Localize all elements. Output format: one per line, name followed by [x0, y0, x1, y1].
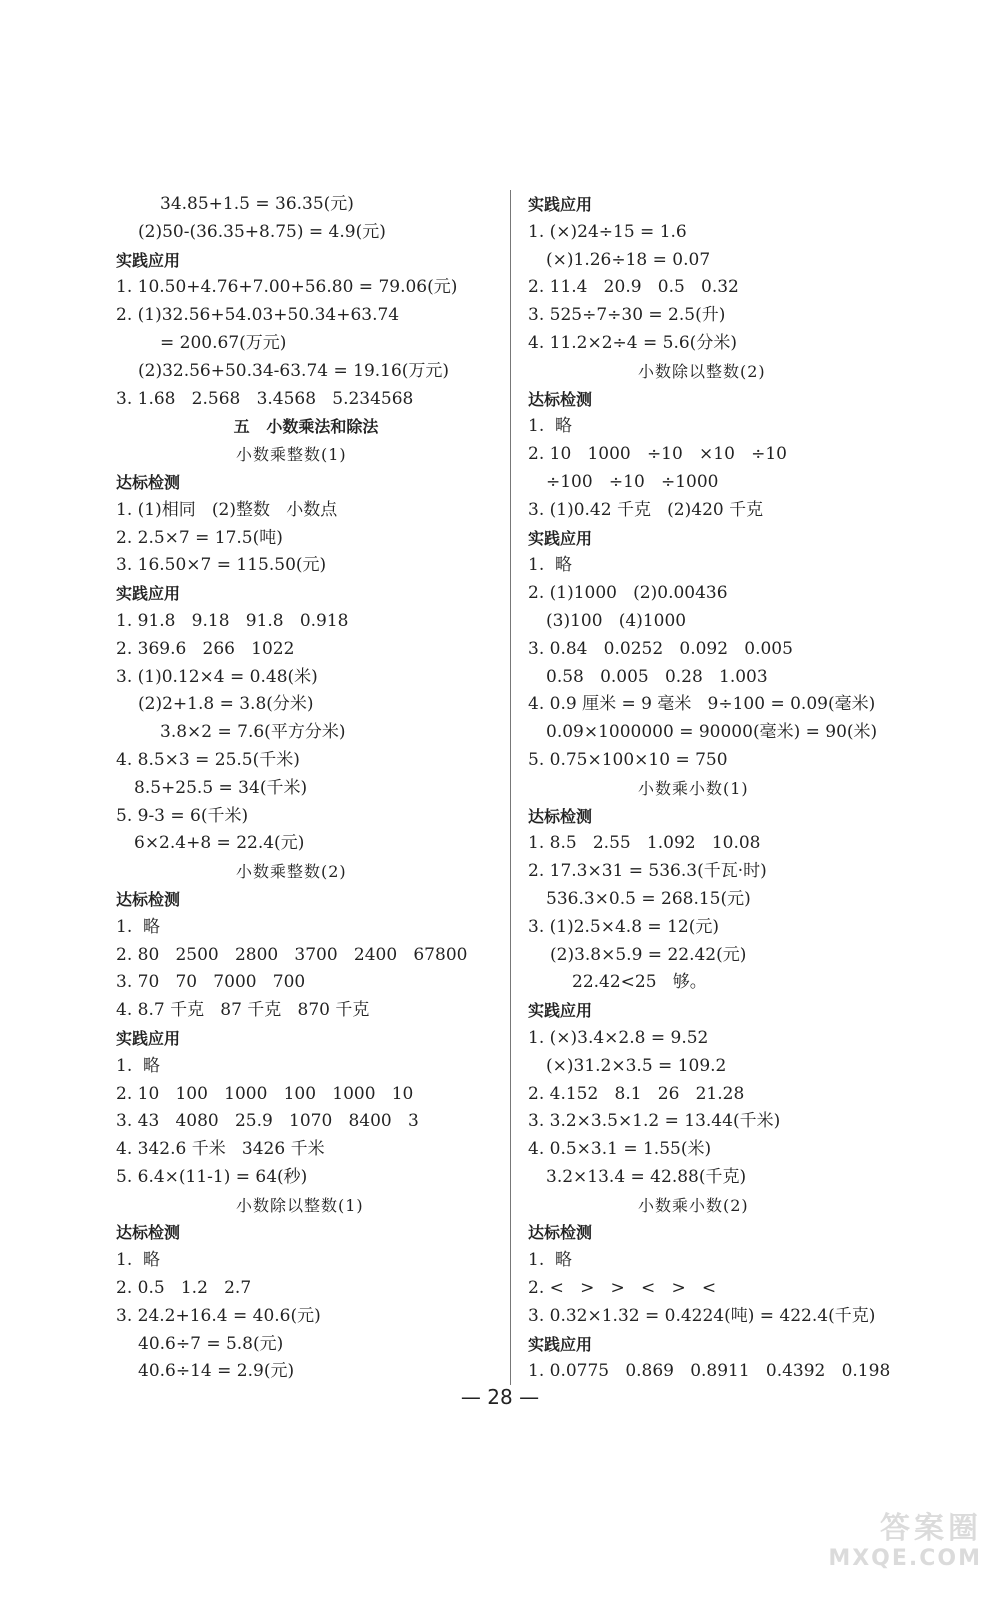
answer-line: 2. 4.152 8.1 26 21.28 — [528, 1083, 745, 1104]
answer-line: 1. 8.5 2.55 1.092 10.08 — [528, 833, 761, 854]
section-heading: 实践应用 — [116, 584, 181, 604]
section-heading: 实践应用 — [528, 195, 593, 214]
watermark-logo — [817, 1512, 982, 1582]
section-heading: 达标检测 — [528, 1223, 593, 1243]
answer-line: 0.09×1000000 = 90000(毫米) = 90(米) — [546, 722, 878, 743]
answer-line: 22.42<25 够。 — [572, 972, 707, 993]
section-heading: 实践应用 — [528, 1334, 593, 1354]
lesson-title: 小数除以整数(1) — [236, 1195, 364, 1215]
answer-line: 3. 70 70 7000 700 — [116, 972, 306, 993]
answer-line: 3. 0.84 0.0252 0.092 0.005 — [528, 638, 793, 659]
answer-line: 40.6÷7 = 5.8(元) — [138, 1333, 284, 1354]
answer-line: 5. 6.4×(11-1) = 64(秒) — [116, 1166, 308, 1187]
section-heading: 达标检测 — [116, 472, 181, 492]
answer-line: 8.5+25.5 = 34(千米) — [134, 777, 308, 798]
section-heading: 实践应用 — [116, 1028, 181, 1048]
answer-line: 5. 9-3 = 6(千米) — [116, 805, 249, 826]
answer-line: 1. (×)3.4×2.8 = 9.52 — [528, 1027, 709, 1048]
answer-line: 2. 0.5 1.2 2.7 — [116, 1278, 252, 1299]
answer-line: 2. 369.6 266 1022 — [116, 638, 295, 659]
answer-line: 3. 43 4080 25.9 1070 8400 3 — [116, 1111, 419, 1132]
answer-line: 3. 3.2×3.5×1.2 = 13.44(千米) — [528, 1111, 781, 1132]
watermark-bottom-text: MXQE.COM — [828, 1546, 982, 1571]
section-heading: 达标检测 — [116, 1223, 181, 1243]
answer-line: 1. 0.0775 0.869 0.8911 0.4392 0.198 — [528, 1361, 891, 1382]
answer-line: 4. 0.9 厘米 = 9 毫米 9÷100 = 0.09(毫米) — [528, 694, 876, 715]
answer-line: ÷100 ÷10 ÷1000 — [546, 471, 719, 492]
answer-line: 4. 8.7 千克 87 千克 870 千克 — [116, 1000, 370, 1021]
answer-line: 4. 0.5×3.1 = 1.55(米) — [528, 1139, 712, 1160]
answer-line: 3. 24.2+16.4 = 40.6(元) — [116, 1305, 321, 1326]
answer-line: 3. (1)0.12×4 = 0.48(米) — [116, 666, 318, 687]
answer-line: 3. (1)2.5×4.8 = 12(元) — [528, 916, 719, 937]
answer-line: (2)3.8×5.9 = 22.42(元) — [550, 944, 747, 965]
answer-line: 1. 略 — [116, 1055, 161, 1076]
answer-line: 4. 342.6 千米 3426 千米 — [116, 1139, 325, 1160]
answer-line: 4. 8.5×3 = 25.5(千米) — [116, 749, 300, 770]
section-heading: 达标检测 — [528, 806, 593, 826]
answer-line: 40.6÷14 = 2.9(元) — [138, 1361, 295, 1382]
answer-line: 1. 略 — [116, 1250, 161, 1271]
chapter-title: 五 小数乘法和除法 — [233, 417, 379, 437]
answer-line: 2. 11.4 20.9 0.5 0.32 — [528, 277, 739, 298]
answer-line: 0.58 0.005 0.28 1.003 — [546, 666, 768, 687]
answer-line: 1. 略 — [528, 416, 573, 437]
answer-line: 2. 10 100 1000 100 1000 10 — [116, 1083, 414, 1104]
answer-line: (3)100 (4)1000 — [546, 610, 687, 631]
answer-line: 6×2.4+8 = 22.4(元) — [134, 833, 305, 854]
section-heading: 实践应用 — [116, 250, 181, 270]
answer-line: 2. (1)1000 (2)0.00436 — [528, 583, 728, 604]
answer-line: 2. 10 1000 ÷10 ×10 ÷10 — [528, 444, 787, 465]
answer-line: 2. 2.5×7 = 17.5(吨) — [116, 527, 283, 548]
answer-line: 3. 16.50×7 = 115.50(元) — [116, 555, 327, 576]
lesson-title: 小数除以整数(2) — [638, 361, 766, 381]
right-column — [528, 191, 948, 1386]
page-number: — 28 — — [460, 1385, 540, 1409]
answer-line: 2. 17.3×31 = 536.3(千瓦·时) — [528, 861, 767, 882]
answer-line: 2. < > > < > < — [528, 1278, 717, 1299]
answer-line: (×)1.26÷18 = 0.07 — [546, 249, 711, 270]
answer-line: 3. 1.68 2.568 3.4568 5.234568 — [116, 388, 414, 409]
answer-line: 3. 525÷7÷30 = 2.5(升) — [528, 305, 726, 326]
lesson-title: 小数乘小数(1) — [638, 778, 749, 798]
answer-line: 1. 91.8 9.18 91.8 0.918 — [116, 610, 349, 631]
answer-line: 2. (1)32.56+54.03+50.34+63.74 — [116, 305, 400, 326]
answer-line: 536.3×0.5 = 268.15(元) — [546, 888, 751, 909]
left-column — [116, 191, 496, 1386]
answer-line: 1. 略 — [528, 555, 573, 576]
answer-line: = 200.67(万元) — [160, 332, 287, 353]
answer-line: 3. 0.32×1.32 = 0.4224(吨) = 422.4(千克) — [528, 1305, 876, 1326]
section-heading: 达标检测 — [528, 389, 593, 409]
answer-line: 3.8×2 = 7.6(平方分米) — [160, 722, 346, 743]
answer-line: 4. 11.2×2÷4 = 5.6(分米) — [528, 332, 737, 353]
answer-line: 2. 80 2500 2800 3700 2400 67800 — [116, 944, 468, 965]
answer-line: 1. 略 — [116, 916, 161, 937]
section-heading: 实践应用 — [528, 1001, 593, 1021]
lesson-title: 小数乘整数(2) — [236, 862, 347, 882]
answer-line: (2)32.56+50.34-63.74 = 19.16(万元) — [138, 360, 450, 381]
lesson-title: 小数乘整数(1) — [236, 445, 347, 465]
lesson-title: 小数乘小数(2) — [638, 1195, 749, 1215]
answer-line: 3. (1)0.42 千克 (2)420 千克 — [528, 499, 764, 520]
answer-line: 5. 0.75×100×10 = 750 — [528, 749, 728, 770]
answer-line: 1. 10.50+4.76+7.00+56.80 = 79.06(元) — [116, 277, 458, 298]
section-heading: 实践应用 — [528, 528, 593, 548]
column-divider — [510, 190, 511, 1385]
watermark-top-text: 答案圈 — [880, 1511, 982, 1546]
answer-line: 1. 略 — [528, 1250, 573, 1271]
answer-line: 1. (1)相同 (2)整数 小数点 — [116, 499, 338, 520]
answer-line: 34.85+1.5 = 36.35(元) — [160, 194, 354, 214]
answer-line: 3.2×13.4 = 42.88(千克) — [546, 1166, 747, 1187]
answer-line: (×)31.2×3.5 = 109.2 — [546, 1055, 727, 1076]
section-heading: 达标检测 — [116, 889, 181, 909]
answer-line: 1. (×)24÷15 = 1.6 — [528, 221, 687, 242]
answer-line: (2)2+1.8 = 3.8(分米) — [138, 694, 314, 715]
answer-line: (2)50-(36.35+8.75) = 4.9(元) — [138, 221, 386, 242]
